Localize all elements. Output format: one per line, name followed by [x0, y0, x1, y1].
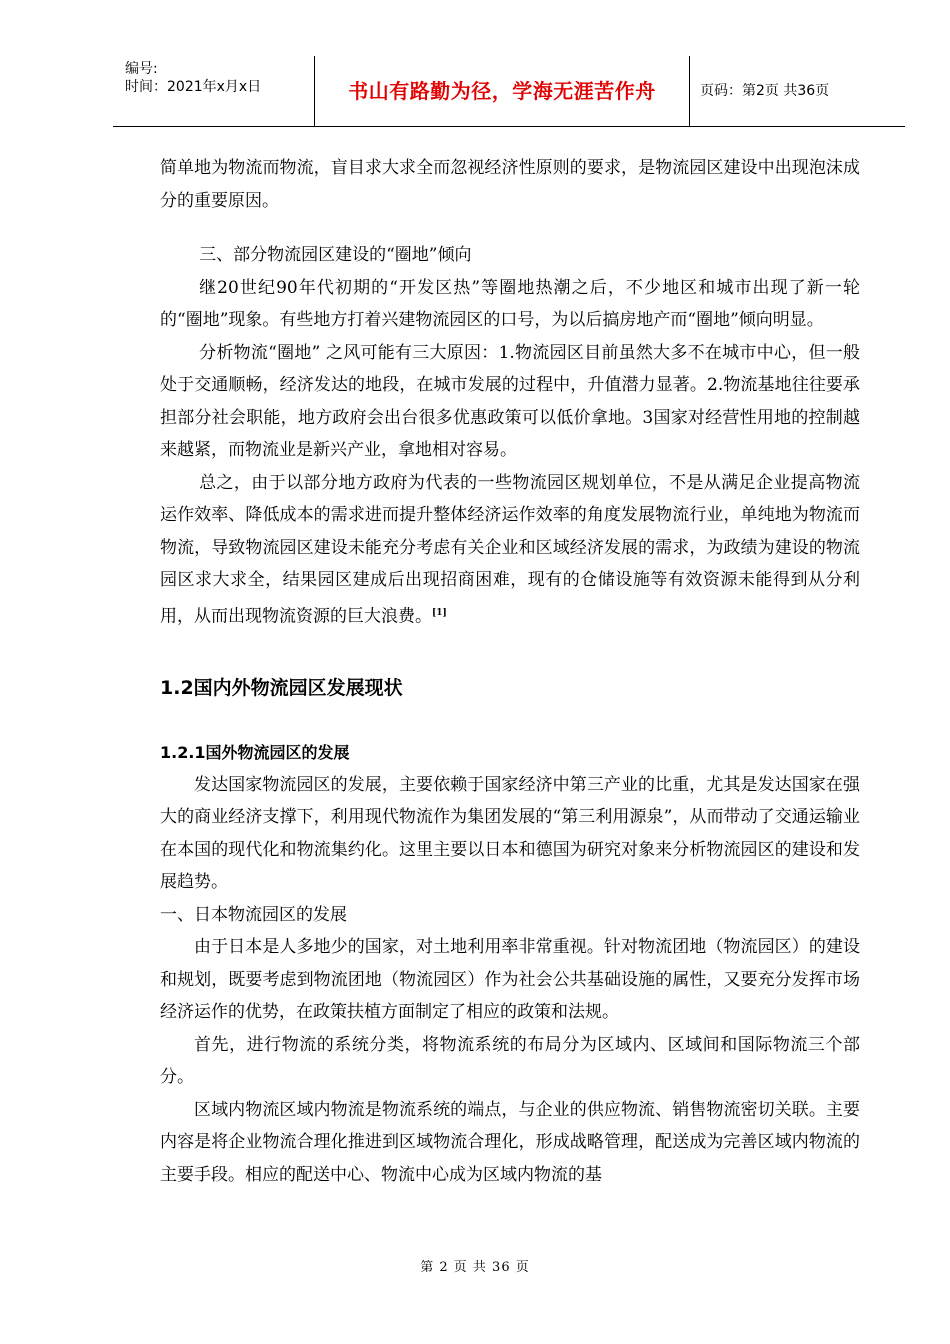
heading-1-2-1: 1.2.1国外物流园区的发展	[160, 742, 350, 762]
document-body	[160, 152, 860, 1191]
paragraph: 分析物流“圈地” 之风可能有三大原因：1.物流园区目前虽然大多不在城市中心，但一般处于交通顺畅，经济发达的地段，在城市发展的过程中，升值潜力显著。2.物流基地往往要承担部分社会职能，地方政府会出台很多优惠政策可以低价拿地。3国家对经营性用地的控制越来越紧，而物流业是新兴产业，拿地相对容易。	[160, 342, 860, 460]
header-motto: 书山有路勤为径，学海无涯苦作舟	[348, 79, 656, 103]
header-motto-cell	[314, 56, 690, 126]
section-heading: 三、部分物流园区建设的“圈地”倾向	[199, 245, 472, 265]
document-number-label: 编号:	[125, 61, 158, 77]
citation-ref: [1]	[432, 607, 447, 618]
header-page-cell	[690, 56, 905, 126]
heading-1-2: 1.2国内外物流园区发展现状	[160, 676, 403, 699]
header-page-number: 页码：第2页 共36页	[700, 83, 830, 99]
paragraph: 由于日本是人多地少的国家，对土地利用率非常重视。针对物流团地（物流园区）的建设和规划，既要考虑到物流团地（物流园区）作为社会公共基础设施的属性，又要充分发挥市场经济运作的优势，在政策扶植方面制定了相应的政策和法规。	[160, 937, 860, 1023]
paragraph	[160, 467, 860, 633]
paragraph: 首先，进行物流的系统分类，将物流系统的布局分为区域内、区域间和国际物流三个部分。	[160, 1034, 860, 1088]
paragraph-text: 总之，由于以部分地方政府为代表的一些物流园区规划单位，不是从满足企业提高物流运作效率、降低成本的需求进而提升整体经济运作效率的角度发展物流行业，单纯地为物流而物流，导致物流园区建设未能充分考虑有关企业和区域经济发展的需求，为政绩为建设的物流园区求大求全，结果园区建成后出现招商困难，现有的仓储设施等有效资源未能得到从分利用，从而出现物流资源的巨大浪费。	[160, 472, 860, 627]
header-meta	[113, 56, 313, 126]
paragraph: 继20世纪90年代初期的“开发区热”等圈地热潮之后，不少地区和城市出现了新一轮的“圈地”现象。有些地方打着兴建物流园区的口号，为以后搞房地产而“圈地”倾向明显。	[160, 277, 860, 330]
page-footer: 第 2 页 共 36 页	[420, 1260, 530, 1275]
subsection-heading: 一、日本物流园区的发展	[160, 904, 347, 925]
paragraph: 区域内物流区域内物流是物流系统的端点，与企业的供应物流、销售物流密切关联。主要内容是将企业物流合理化推进到区域物流合理化，形成战略管理，配送成为完善区域内物流的主要手段。相应的配送中心、物流中心成为区域内物流的基	[160, 1099, 860, 1185]
paragraph: 发达国家物流园区的发展，主要依赖于国家经济中第三产业的比重，尤其是发达国家在强大的商业经济支撑下，利用现代物流作为集团发展的“第三利用源泉”，从而带动了交通运输业在本国的现代化和物流集约化。这里主要以日本和德国为研究对象来分析物流园区的建设和发展趋势。	[160, 774, 860, 893]
document-date-label: 时间：2021年x月x日	[125, 79, 262, 95]
page-header	[113, 56, 905, 127]
paragraph: 简单地为物流而物流，盲目求大求全而忽视经济性原则的要求，是物流园区建设中出现泡沫成分的重要原因。	[160, 158, 860, 211]
